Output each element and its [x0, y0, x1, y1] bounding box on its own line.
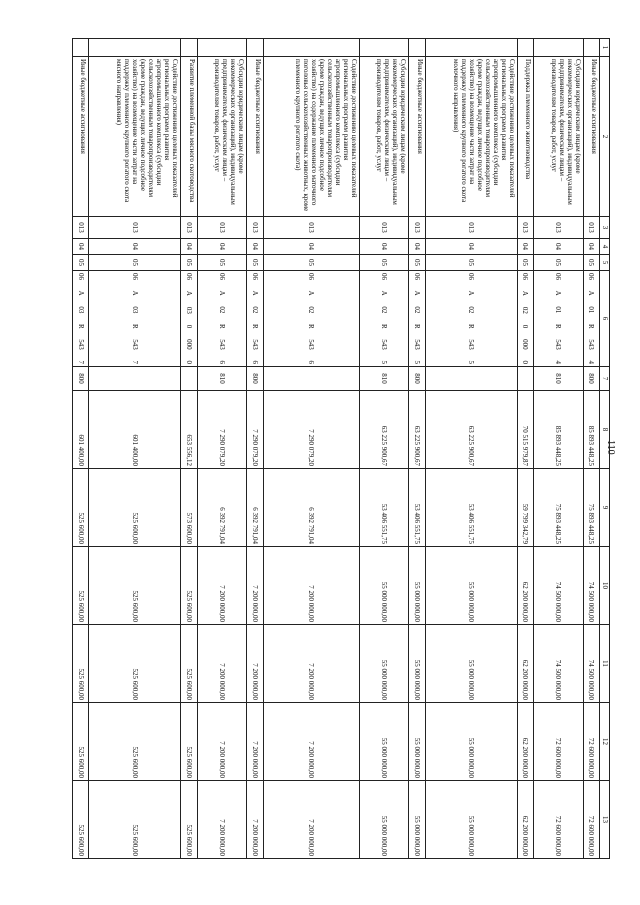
row-number-cell — [359, 39, 408, 57]
target-article-code — [517, 271, 533, 367]
code-c5: 05 — [534, 255, 583, 271]
code-part: R — [251, 323, 260, 329]
code-part: А — [218, 290, 227, 296]
amount-c9: 53 406 551,75 — [359, 469, 408, 547]
code-c3: 013 — [247, 217, 263, 239]
row-number-cell — [517, 39, 533, 57]
column-header: 8 — [600, 391, 610, 469]
code-part: 06 — [185, 273, 194, 280]
column-header: 2 — [600, 57, 610, 217]
code-part: 06 — [76, 273, 85, 280]
amount-c9: 6 392 791,04 — [263, 469, 359, 547]
table-row — [534, 39, 583, 859]
target-article-code-parts — [467, 273, 475, 364]
amount-c9: 525 600,00 — [89, 469, 181, 547]
column-header: 5 — [600, 255, 610, 271]
amount-c13: 55 000 000,00 — [359, 781, 408, 859]
expense-type-code — [89, 367, 181, 391]
code-c4: 04 — [263, 239, 359, 255]
code-c5: 05 — [89, 255, 181, 271]
row-number-cell — [73, 39, 90, 57]
amount-c13: 7 200 000,00 — [263, 781, 359, 859]
amount-c8: 63 225 900,67 — [409, 391, 425, 469]
amount-c12: 72 600 000,00 — [534, 703, 583, 781]
target-article-code — [583, 271, 599, 367]
code-part: 06 — [521, 273, 530, 280]
row-number-cell — [89, 39, 181, 57]
amount-c12: 7 200 000,00 — [263, 703, 359, 781]
target-article-code-parts — [587, 273, 595, 364]
code-part: 02 — [521, 306, 530, 314]
row-number-cell — [181, 39, 197, 57]
code-part: 06 — [307, 273, 316, 280]
amount-c9: 6 392 791,04 — [197, 469, 246, 547]
table-row — [89, 39, 181, 859]
code-part: 000 — [521, 339, 530, 350]
amount-c12: 525 600,00 — [89, 703, 181, 781]
code-part: А — [251, 290, 260, 296]
row-number-cell — [263, 39, 359, 57]
expense-type-code: 800 — [409, 367, 425, 391]
code-c4: 04 — [583, 239, 599, 255]
code-part: А — [307, 290, 316, 296]
code-c3: 013 — [517, 217, 533, 239]
article-name: Содействие достижению целевых показателей региональных программ развития агропромышленного комплекса (субсидии сельскохозяйственным товаропроизводителям (кроме граждан, ведущих личное подсобное хозяйство) на возмещение части затрат на поддержку племенного крупного рогатого скота мясного направления) — [89, 57, 181, 217]
code-part: 03 — [130, 306, 139, 314]
article-name: Субсидии юридическим лицам (кроме некоммерческих организаций), индивидуальным предпринимателям, физическим лицам – производителям товаров, работ, услуг — [534, 57, 583, 217]
code-part: 02 — [218, 306, 227, 314]
article-name: Содействие достижению целевых показателей региональных программ развития агропромышленного комплекса (субсидии сельскохозяйственным товаропроизводителям (кроме граждан, ведущих личное подсобное хозяйство) на содержание племенного маточного поголовья сельскохозяйственных животных, кроме племенного крупного рогатого скота) — [263, 57, 359, 217]
target-article-code — [359, 271, 408, 367]
target-article-code-parts — [554, 273, 562, 364]
amount-c8: 7 290 079,20 — [197, 391, 246, 469]
code-part: 0 — [185, 360, 194, 364]
amount-c8: 601 400,00 — [89, 391, 181, 469]
amount-c13: 55 000 000,00 — [425, 781, 517, 859]
header-row — [600, 39, 610, 859]
code-c5: 05 — [247, 255, 263, 271]
target-article-code — [247, 271, 263, 367]
table-row — [247, 39, 263, 859]
column-header: 13 — [600, 781, 610, 859]
amount-c8: 85 893 448,25 — [534, 391, 583, 469]
amount-c13: 72 600 000,00 — [583, 781, 599, 859]
amount-c11: 525 600,00 — [181, 625, 197, 703]
code-part: А — [521, 290, 530, 296]
amount-c11: 7 200 000,00 — [247, 625, 263, 703]
table-row — [583, 39, 599, 859]
target-article-code — [534, 271, 583, 367]
code-part: 543 — [587, 339, 596, 350]
row-number-cell — [583, 39, 599, 57]
code-c3: 013 — [534, 217, 583, 239]
amount-c13: 72 600 000,00 — [534, 781, 583, 859]
column-header: 1 — [600, 39, 610, 57]
table-row — [425, 39, 517, 859]
code-c5: 05 — [517, 255, 533, 271]
amount-c11: 55 000 000,00 — [425, 625, 517, 703]
amount-c8: 63 225 900,67 — [425, 391, 517, 469]
code-c3: 013 — [197, 217, 246, 239]
amount-c10: 62 200 000,00 — [517, 547, 533, 625]
amount-c10: 55 000 000,00 — [359, 547, 408, 625]
code-part: R — [76, 323, 85, 329]
code-c4: 04 — [359, 239, 408, 255]
amount-c9: 6 392 791,04 — [247, 469, 263, 547]
column-header: 9 — [600, 469, 610, 547]
amount-c13: 62 200 000,00 — [517, 781, 533, 859]
amount-c11: 74 500 000,00 — [534, 625, 583, 703]
table-row — [263, 39, 359, 859]
code-part: 03 — [76, 306, 85, 314]
amount-c11: 74 500 000,00 — [583, 625, 599, 703]
amount-c8: 70 515 979,87 — [517, 391, 533, 469]
amount-c10: 525 600,00 — [73, 547, 90, 625]
code-part: 4 — [587, 360, 596, 364]
amount-c10: 7 200 000,00 — [263, 547, 359, 625]
code-part: А — [554, 290, 563, 296]
column-header: 10 — [600, 547, 610, 625]
target-article-code-parts — [218, 273, 226, 364]
table-row — [181, 39, 197, 859]
code-part: 6 — [307, 360, 316, 364]
code-c3: 013 — [409, 217, 425, 239]
table-row — [409, 39, 425, 859]
target-article-code — [409, 271, 425, 367]
code-part: R — [218, 323, 227, 329]
expense-type-code: 810 — [197, 367, 246, 391]
budget-table — [72, 38, 610, 859]
code-c4: 04 — [89, 239, 181, 255]
target-article-code-parts — [131, 273, 139, 364]
amount-c10: 7 200 000,00 — [197, 547, 246, 625]
code-part: 5 — [412, 360, 421, 364]
code-c3: 013 — [89, 217, 181, 239]
code-part: 4 — [554, 360, 563, 364]
code-part: R — [587, 323, 596, 329]
article-name: Содействие достижению целевых показателей региональных программ развития агропромышленного комплекса (субсидии сельскохозяйственным товаропроизводителям (кроме граждан, ведущих личное подсобное хозяйство) на возмещение части затрат на поддержку племенного крупного рогатого скота молочного направления) — [425, 57, 517, 217]
target-article-code-parts — [251, 273, 259, 364]
amount-c13: 525 600,00 — [181, 781, 197, 859]
amount-c11: 55 000 000,00 — [359, 625, 408, 703]
code-part: 06 — [412, 273, 421, 280]
article-name: Поддержка племенного животноводства — [517, 57, 533, 217]
code-part: 6 — [251, 360, 260, 364]
code-c4: 04 — [247, 239, 263, 255]
code-part: А — [412, 290, 421, 296]
amount-c12: 7 200 000,00 — [247, 703, 263, 781]
code-c4: 04 — [197, 239, 246, 255]
expense-type-code: 810 — [534, 367, 583, 391]
code-part: 02 — [251, 306, 260, 314]
code-part: 543 — [218, 339, 227, 350]
amount-c10: 525 600,00 — [89, 547, 181, 625]
amount-c13: 525 600,00 — [89, 781, 181, 859]
amount-c10: 55 000 000,00 — [409, 547, 425, 625]
expense-type-code — [517, 367, 533, 391]
amount-c13: 7 200 000,00 — [197, 781, 246, 859]
code-part: 01 — [554, 306, 563, 314]
code-c5: 05 — [181, 255, 197, 271]
amount-c11: 62 200 000,00 — [517, 625, 533, 703]
code-part: 543 — [251, 339, 260, 350]
amount-c10: 55 000 000,00 — [425, 547, 517, 625]
expense-type-code — [263, 367, 359, 391]
code-part: 543 — [76, 339, 85, 350]
amount-c12: 55 000 000,00 — [409, 703, 425, 781]
code-part: 0 — [521, 360, 530, 364]
amount-c9: 59 799 342,79 — [517, 469, 533, 547]
target-article-code — [181, 271, 197, 367]
amount-c13: 55 000 000,00 — [409, 781, 425, 859]
expense-type-code — [425, 367, 517, 391]
amount-c9: 75 893 448,25 — [534, 469, 583, 547]
column-header: 11 — [600, 625, 610, 703]
code-part: 06 — [554, 273, 563, 280]
code-c4: 04 — [517, 239, 533, 255]
code-part: А — [467, 290, 476, 296]
article-name: Субсидии юридическим лицам (кроме некоммерческих организаций), индивидуальным предпринимателям, физическим лицам – производителям товаров, работ, услуг — [197, 57, 246, 217]
table-row — [517, 39, 533, 859]
code-part: 06 — [380, 273, 389, 280]
amount-c12: 525 600,00 — [181, 703, 197, 781]
column-header: 12 — [600, 703, 610, 781]
table-row — [359, 39, 408, 859]
target-article-code — [73, 271, 90, 367]
code-c5: 05 — [425, 255, 517, 271]
code-part: 06 — [130, 273, 139, 280]
code-part: 7 — [76, 360, 85, 364]
expense-type-code: 800 — [247, 367, 263, 391]
amount-c11: 525 600,00 — [89, 625, 181, 703]
rotated-page — [72, 38, 610, 858]
page-number: 110 — [605, 440, 616, 455]
code-part: 000 — [185, 339, 194, 350]
amount-c10: 74 500 000,00 — [534, 547, 583, 625]
code-part: 543 — [412, 339, 421, 350]
code-part: 02 — [380, 306, 389, 314]
code-c5: 05 — [583, 255, 599, 271]
row-number-cell — [247, 39, 263, 57]
row-number-cell — [425, 39, 517, 57]
amount-c11: 7 200 000,00 — [197, 625, 246, 703]
code-c4: 04 — [409, 239, 425, 255]
code-part: 5 — [467, 360, 476, 364]
code-c4: 04 — [534, 239, 583, 255]
code-c4: 04 — [425, 239, 517, 255]
code-c5: 05 — [359, 255, 408, 271]
amount-c9: 525 600,00 — [73, 469, 90, 547]
code-part: 06 — [587, 273, 596, 280]
code-c3: 013 — [263, 217, 359, 239]
amount-c11: 525 600,00 — [73, 625, 90, 703]
code-part: R — [380, 323, 389, 329]
code-part: А — [185, 290, 194, 296]
row-number-cell — [197, 39, 246, 57]
code-part: 543 — [307, 339, 316, 350]
code-part: 01 — [587, 306, 596, 314]
code-part: 0 — [185, 324, 194, 329]
amount-c13: 525 600,00 — [73, 781, 90, 859]
amount-c12: 55 000 000,00 — [425, 703, 517, 781]
code-c5: 05 — [197, 255, 246, 271]
code-part: R — [412, 323, 421, 329]
article-name: Иные бюджетные ассигнования — [583, 57, 599, 217]
code-part: R — [554, 323, 563, 329]
column-header: 7 — [600, 367, 610, 391]
target-article-code-parts — [413, 273, 421, 364]
table-body — [73, 39, 600, 859]
row-number-cell — [534, 39, 583, 57]
code-part: 543 — [130, 339, 139, 350]
amount-c11: 55 000 000,00 — [409, 625, 425, 703]
amount-c8: 63 225 900,67 — [359, 391, 408, 469]
target-article-code — [263, 271, 359, 367]
amount-c12: 72 600 000,00 — [583, 703, 599, 781]
article-name: Развитие племенной базы мясного скотоводства — [181, 57, 197, 217]
code-part: 02 — [467, 306, 476, 314]
code-c3: 013 — [583, 217, 599, 239]
code-part: R — [467, 323, 476, 329]
code-part: R — [130, 323, 139, 329]
amount-c12: 55 000 000,00 — [359, 703, 408, 781]
code-c3: 013 — [425, 217, 517, 239]
amount-c8: 653 556,12 — [181, 391, 197, 469]
article-name: Иные бюджетные ассигнования — [247, 57, 263, 217]
amount-c8: 601 400,00 — [73, 391, 90, 469]
amount-c12: 7 200 000,00 — [197, 703, 246, 781]
code-part: 02 — [307, 306, 316, 314]
code-part: 03 — [185, 306, 194, 314]
code-c5: 05 — [409, 255, 425, 271]
amount-c13: 7 200 000,00 — [247, 781, 263, 859]
target-article-code — [89, 271, 181, 367]
target-article-code-parts — [307, 273, 315, 364]
amount-c10: 74 500 000,00 — [583, 547, 599, 625]
column-header: 3 — [600, 217, 610, 239]
amount-c9: 75 893 448,25 — [583, 469, 599, 547]
code-part: 02 — [412, 306, 421, 314]
amount-c9: 53 406 551,75 — [409, 469, 425, 547]
code-part: 543 — [467, 339, 476, 350]
target-article-code-parts — [521, 273, 529, 364]
article-name: Субсидии юридическим лицам (кроме некоммерческих организаций), индивидуальным предпринимателям, физическим лицам – производителям товаров, работ, услуг — [359, 57, 408, 217]
column-header: 6 — [600, 271, 610, 367]
amount-c8: 85 893 448,25 — [583, 391, 599, 469]
code-c3: 013 — [181, 217, 197, 239]
code-part: 6 — [218, 360, 227, 364]
target-article-code-parts — [77, 273, 85, 364]
amount-c12: 525 600,00 — [73, 703, 90, 781]
article-name: Иные бюджетные ассигнования — [73, 57, 90, 217]
amount-c12: 62 200 000,00 — [517, 703, 533, 781]
code-c3: 013 — [73, 217, 90, 239]
target-article-code — [197, 271, 246, 367]
expense-type-code — [181, 367, 197, 391]
code-part: 543 — [554, 339, 563, 350]
article-name: Иные бюджетные ассигнования — [409, 57, 425, 217]
code-c5: 05 — [73, 255, 90, 271]
code-part: А — [76, 290, 85, 296]
code-c4: 04 — [73, 239, 90, 255]
code-part: А — [380, 290, 389, 296]
code-part: А — [130, 290, 139, 296]
table-row — [197, 39, 246, 859]
table-row — [73, 39, 90, 859]
code-c4: 04 — [181, 239, 197, 255]
code-c3: 013 — [359, 217, 408, 239]
expense-type-code: 810 — [359, 367, 408, 391]
code-part: 543 — [380, 339, 389, 350]
row-number-cell — [409, 39, 425, 57]
amount-c9: 573 600,00 — [181, 469, 197, 547]
code-part: 0 — [521, 324, 530, 329]
code-part: 5 — [380, 360, 389, 364]
amount-c8: 7 290 079,20 — [263, 391, 359, 469]
code-part: А — [587, 290, 596, 296]
amount-c10: 525 600,00 — [181, 547, 197, 625]
expense-type-code: 800 — [583, 367, 599, 391]
target-article-code-parts — [185, 273, 193, 364]
code-part: R — [307, 323, 316, 329]
code-part: 7 — [130, 360, 139, 364]
expense-type-code: 800 — [73, 367, 90, 391]
code-part: 06 — [467, 273, 476, 280]
amount-c8: 7 290 079,20 — [247, 391, 263, 469]
target-article-code-parts — [380, 273, 388, 364]
target-article-code — [425, 271, 517, 367]
code-c5: 05 — [263, 255, 359, 271]
code-part: 06 — [218, 273, 227, 280]
column-header: 4 — [600, 239, 610, 255]
code-part: 06 — [251, 273, 260, 280]
amount-c9: 53 406 551,75 — [425, 469, 517, 547]
amount-c11: 7 200 000,00 — [263, 625, 359, 703]
amount-c10: 7 200 000,00 — [247, 547, 263, 625]
